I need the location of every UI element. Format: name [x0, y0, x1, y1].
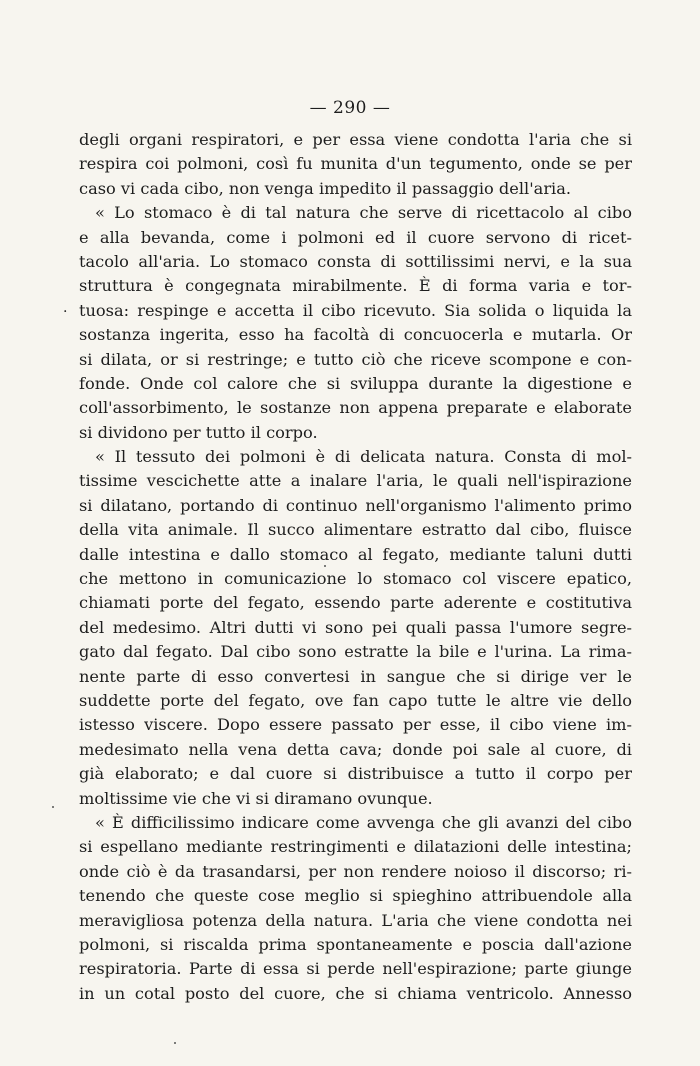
text-line: già elaborato; e dal cuore si distribuisce a tutto il corpo per: [79, 764, 632, 784]
text-line: respiratoria. Parte di essa si perde nell'espirazione; parte giunge: [79, 959, 632, 979]
text-line: « È difficilissimo indicare come avvenga che gli avanzi del cibo: [95, 812, 632, 832]
text-line: che mettono in comunicazione lo stomaco col viscere epatico,: [79, 569, 632, 589]
text-line: tissime vescichette atte a inalare l'aria, le quali nell'ispirazione: [79, 471, 632, 491]
text-line: e alla bevanda, come i polmoni ed il cuore servono di ricet-: [79, 227, 632, 247]
margin-mark: .: [63, 300, 68, 316]
ink-speck: [52, 806, 54, 808]
text-line: tuosa: respinge e accetta il cibo ricevuto. Sia solida o liquida la: [79, 300, 632, 320]
text-line: « Il tessuto dei polmoni è di delicata natura. Consta di mol-: [95, 447, 632, 467]
text-line: sostanza ingerita, esso ha facoltà di concuocerla e mutarla. Or: [79, 325, 632, 345]
text-line: medesimato nella vena detta cava; donde poi sale al cuore, di: [79, 739, 632, 759]
text-line: chiamati porte del fegato, essendo parte aderente e costitutiva: [79, 593, 632, 613]
text-line: moltissime vie che vi si diramano ovunque.: [79, 788, 433, 808]
text-line: in un cotal posto del cuore, che si chiama ventricolo. Annesso: [79, 983, 632, 1003]
text-line: si dividono per tutto il corpo.: [79, 422, 318, 442]
text-line: degli organi respiratori, e per essa viene condotta l'aria che si: [79, 130, 632, 149]
text-line: si dilatano, portando di continuo nell'organismo l'alimento primo: [79, 495, 632, 515]
text-line: della vita animale. Il succo alimentare estratto dal cibo, fluisce: [79, 520, 632, 540]
text-line: tacolo all'aria. Lo stomaco consta di sottilissimi nervi, e la sua: [79, 251, 632, 271]
text-line: « Lo stomaco è di tal natura che serve di ricettacolo al cibo: [95, 203, 632, 223]
page-body-text: [79, 128, 632, 1006]
page-number: — 290 —: [309, 98, 391, 118]
text-line: respira coi polmoni, così fu munita d'un tegumento, onde se per: [79, 154, 632, 174]
text-line: coll'assorbimento, le sostanze non appena preparate e elaborate: [79, 398, 632, 418]
text-line: si dilata, or si restringe; e tutto ciò che riceve scompone e con-: [79, 349, 632, 369]
ink-speck: [324, 565, 326, 567]
text-line: si espellano mediante restringimenti e dilatazioni delle intestina;: [79, 837, 632, 857]
text-line: onde ciò è da trasandarsi, per non rendere noioso il discorso; ri-: [79, 861, 632, 881]
text-line: caso vi cada cibo, non venga impedito il passaggio dell'aria.: [79, 178, 572, 198]
text-line: del medesimo. Altri dutti vi sono pei quali passa l'umore segre-: [79, 617, 632, 637]
text-line: suddette porte del fegato, ove fan capo tutte le altre vie dello: [79, 690, 632, 710]
text-line: tenendo che queste cose meglio si spieghino attribuendole alla: [79, 886, 632, 906]
ink-speck: [174, 1042, 176, 1044]
text-line: nente parte di esso convertesi in sangue che si dirige ver le: [79, 666, 632, 686]
text-line: dalle intestina e dallo stomaco al fegato, mediante taluni dutti: [79, 544, 632, 564]
text-line: gato dal fegato. Dal cibo sono estratte la bile e l'urina. La rima-: [79, 642, 632, 662]
text-line: meravigliosa potenza della natura. L'aria che viene condotta nei: [79, 910, 632, 930]
text-line: fonde. Onde col calore che si sviluppa durante la digestione e: [79, 373, 632, 393]
text-line: polmoni, si riscalda prima spontaneamente e poscia dall'azione: [79, 934, 632, 954]
text-line: struttura è congegnata mirabilmente. È di forma varia e tor-: [79, 276, 632, 296]
text-line: istesso viscere. Dopo essere passato per esse, il cibo viene im-: [79, 715, 632, 735]
